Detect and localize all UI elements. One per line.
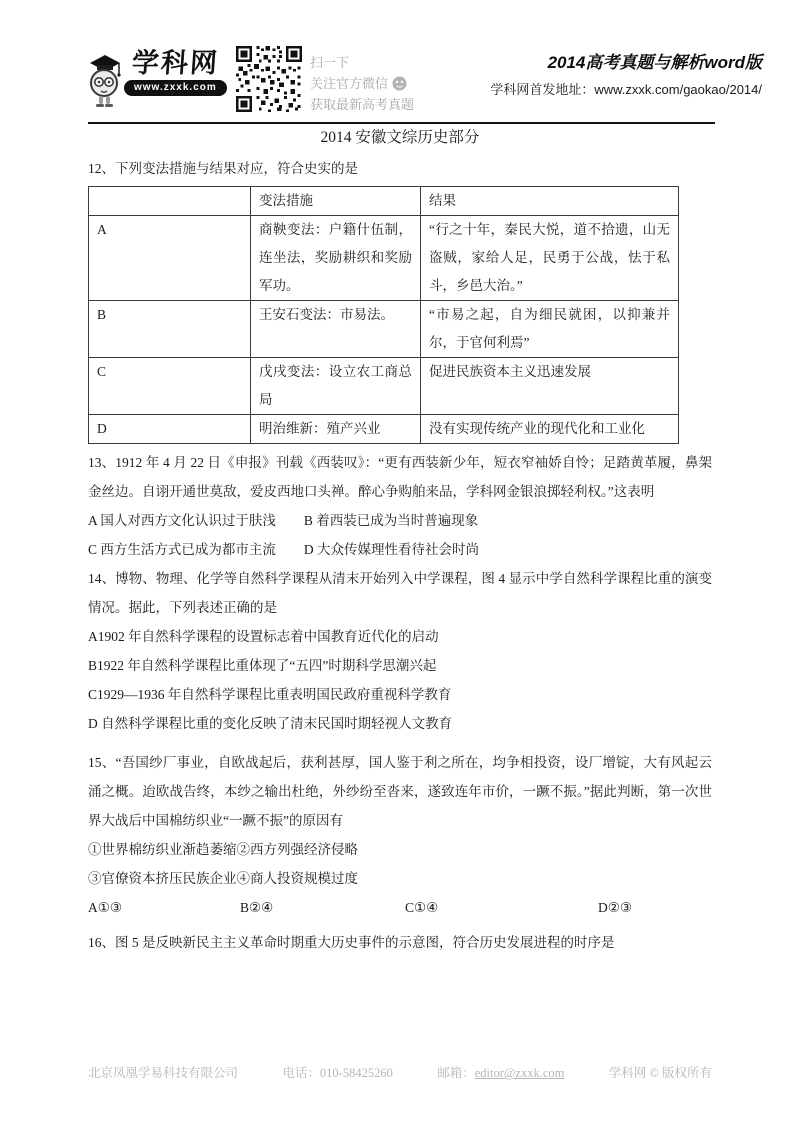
logo-site-url: www.zxxk.com — [124, 80, 227, 96]
table-row — [89, 415, 679, 444]
page-title: 2014 安徽文综历史部分 — [320, 129, 480, 146]
q14-option-b: B1922 年自然科学课程比重体现了“五四”时期科学思潮兴起 — [88, 658, 437, 673]
header — [88, 46, 762, 118]
row-measure: 王安石变法：市易法。 — [251, 301, 421, 358]
q15-option-b: B②④ — [240, 900, 274, 915]
question-15-options — [88, 893, 712, 922]
wechat-icon — [392, 76, 407, 91]
row-label: A — [89, 216, 251, 301]
header-promo — [490, 52, 762, 99]
q14-option-a: A1902 年自然科学课程的设置标志着中国教育近代化的启动 — [88, 629, 439, 644]
row-label: B — [89, 301, 251, 358]
zxxk-logo — [88, 48, 227, 108]
row-result: “行之十年，秦民大悦，道不拾遗，山无盗贼，家给人足，民勇于公战，怯于私斗，乡邑大治。” — [421, 216, 679, 301]
row-label: C — [89, 358, 251, 415]
q13-option-a: A 国人对西方文化认识过于肤浅 — [88, 513, 276, 528]
table-row — [89, 358, 679, 415]
row-measure: 明治维新：殖产兴业 — [251, 415, 421, 444]
qr-caption-line2: 关注官方微信 — [310, 76, 389, 91]
question-14-stem: 14、博物、物理、化学等自然科学课程从清末开始列入中学课程，图 4 显示中学自然科学课程比重的演变情况。据此，下列表述正确的是 — [88, 571, 712, 615]
promo-address: 学科网首发地址：www.zxxk.com/gaokao/2014/ — [490, 82, 762, 97]
row-measure: 戊戌变法：设立农工商总局 — [251, 358, 421, 415]
header-divider — [88, 122, 715, 124]
q13-option-c: C 西方生活方式已成为都市主流 — [88, 542, 276, 557]
footer-copyright: 学科网 © 版权所有 — [608, 1066, 712, 1080]
qr-code — [236, 46, 302, 112]
qr-caption — [310, 52, 414, 115]
document-content — [88, 127, 712, 957]
table-header-empty — [89, 187, 251, 216]
question-13-options-ab — [88, 506, 712, 535]
q15-items-34: ③官僚资本挤压民族企业④商人投资规模过度 — [88, 871, 358, 886]
row-result: 没有实现传统产业的现代化和工业化 — [421, 415, 679, 444]
table-header-measure: 变法措施 — [251, 187, 421, 216]
table-row — [89, 216, 679, 301]
row-result: “市易之起，自为细民就困，以抑兼并尔，于官何利焉” — [421, 301, 679, 358]
q15-option-a: A①③ — [88, 900, 122, 915]
logo-site-name: 学科网 — [130, 48, 220, 78]
q14-option-c: C1929—1936 年自然科学课程比重表明国民政府重视科学教育 — [88, 687, 452, 702]
q13-option-b: B 着西装已成为当时普遍现象 — [303, 513, 479, 528]
footer — [88, 1064, 712, 1082]
question-13-options-cd — [88, 535, 712, 564]
question-12-stem: 12、下列变法措施与结果对应，符合史实的是 — [88, 161, 358, 176]
table-header-result: 结果 — [421, 187, 679, 216]
row-result: 促进民族资本主义迅速发展 — [421, 358, 679, 415]
q15-option-c: C①④ — [405, 900, 439, 915]
footer-company: 北京凤凰学易科技有限公司 — [88, 1066, 239, 1080]
question-12-table — [88, 186, 679, 444]
question-16-stem: 16、图 5 是反映新民主主义革命时期重大历史事件的示意图，符合历史发展进程的时序是 — [88, 935, 615, 950]
qr-caption-line1: 扫一下 — [310, 55, 350, 70]
row-label: D — [89, 415, 251, 444]
zxxk-mascot-icon — [88, 50, 122, 108]
row-measure: 商鞅变法：户籍什伍制，连坐法，奖励耕织和奖励军功。 — [251, 216, 421, 301]
footer-phone: 电话：010-58425260 — [282, 1066, 393, 1080]
q13-option-d: D 大众传媒理性看待社会时尚 — [303, 542, 480, 557]
q15-option-d: D②③ — [598, 900, 632, 915]
qr-caption-line2-wrap — [310, 73, 414, 94]
footer-email-wrap — [437, 1064, 564, 1082]
question-13-stem: 13、1912 年 4 月 22 日《申报》刊载《西装叹》：“更有西装新少年，短衣窄袖娇自怜；足踏黄革履，鼻架金丝边。自诩开通世莫敌，爱皮西地口头禅。醉心争购舶来品，学科网金银浪掷轻利权。”这表明 — [88, 455, 712, 499]
table-header-row — [89, 187, 679, 216]
q14-option-d: D 自然科学课程比重的变化反映了清末民国时期轻视人文教育 — [88, 716, 453, 731]
question-15-stem: 15、“吾国纱厂事业，自欧战起后，获利甚厚，国人鉴于利之所在，均争相投资，设厂增锭，大有风起云涌之概。迨欧战告终，本纱之输出杜绝，外纱纷至沓来，遂致连年市价，一蹶不振。”据此判断，第一次世界大战后中国棉纺织业“一蹶不振”的原因有 — [88, 755, 712, 828]
footer-email-label: 邮箱： — [437, 1066, 475, 1080]
table-row — [89, 301, 679, 358]
promo-title: 2014高考真题与解析word版 — [547, 53, 762, 72]
qr-caption-line3: 获取最新高考真题 — [310, 97, 415, 112]
footer-email-link[interactable]: editor@zxxk.com — [474, 1066, 565, 1080]
q15-items-12: ①世界棉纺织业渐趋萎缩②西方列强经济侵略 — [88, 842, 358, 857]
